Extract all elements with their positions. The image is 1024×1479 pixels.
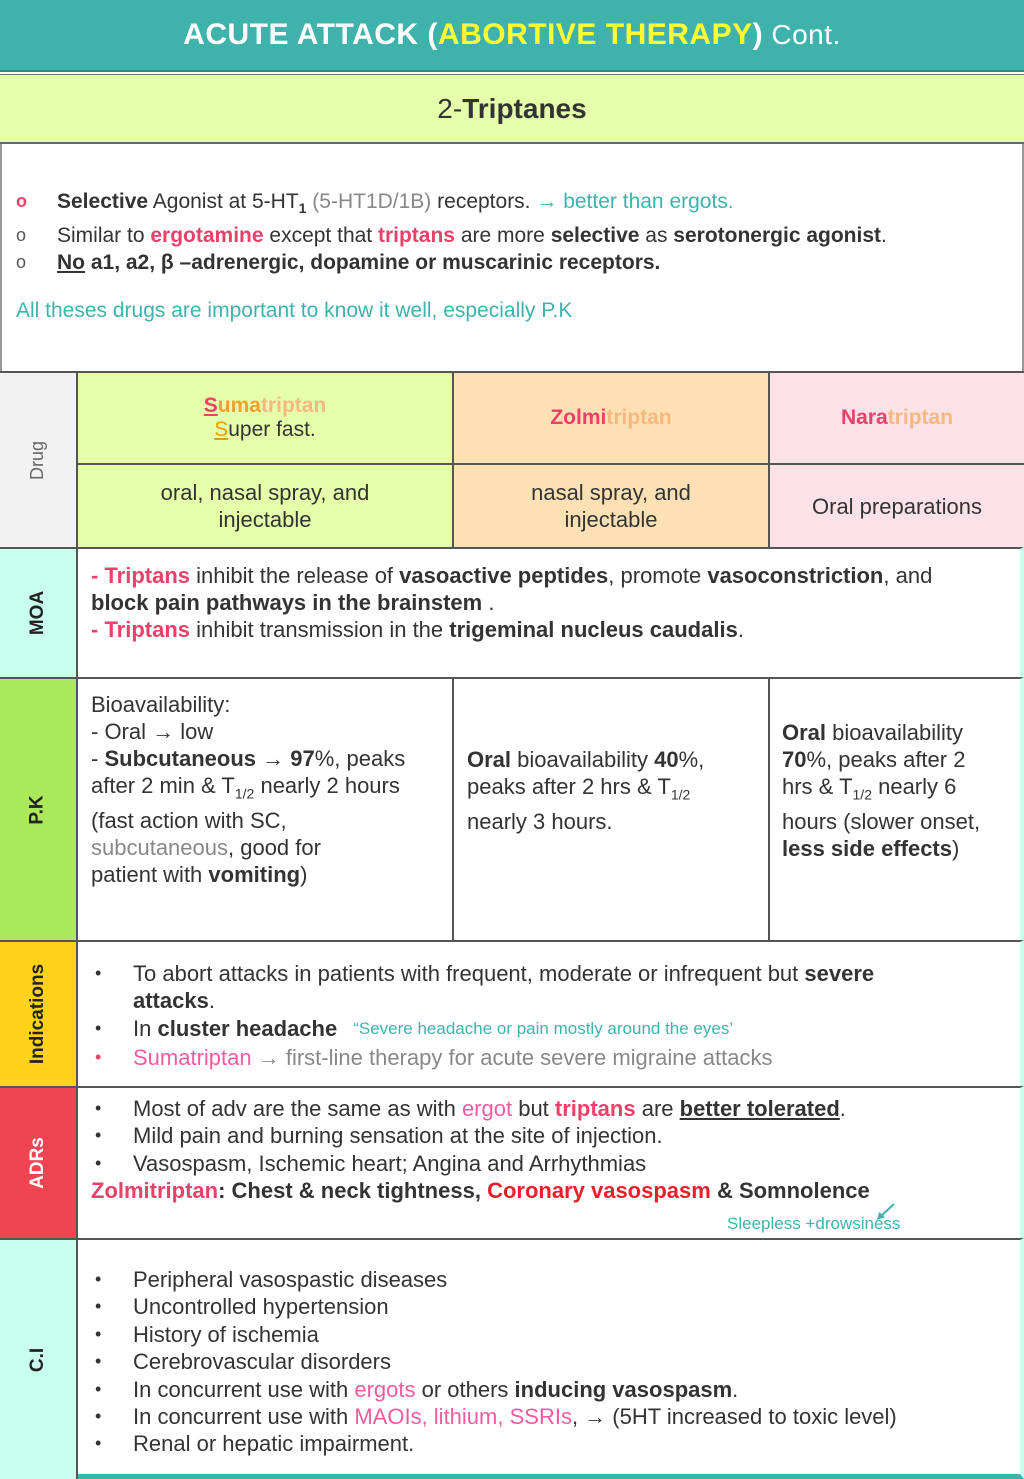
text: peaks after 2 hrs & T — [467, 774, 671, 799]
text: Selective — [57, 190, 149, 213]
text: 40 — [654, 747, 679, 772]
list — [91, 1266, 1010, 1458]
adrs-list — [78, 1086, 1024, 1238]
suma-name — [204, 394, 327, 418]
text — [91, 772, 442, 807]
text: : Chest & neck tightness, — [218, 1178, 488, 1204]
text: nearly 2 hours — [254, 773, 400, 798]
list — [91, 1095, 1010, 1177]
list-item — [91, 1321, 1010, 1348]
bullet-icon: o — [16, 225, 27, 246]
intro-item — [16, 249, 1016, 276]
adr-note: Sleepless +drowsiness — [727, 1214, 901, 1233]
text: No — [57, 251, 85, 275]
text: patient with — [91, 862, 209, 888]
text: vasoconstriction — [707, 563, 884, 588]
label-pk — [0, 677, 78, 940]
text: - — [91, 617, 105, 642]
text: 1/2 — [670, 786, 691, 803]
text: as — [639, 224, 674, 248]
label-text: MOA — [26, 590, 48, 636]
route-suma: oral, nasal spray, and injectable — [78, 463, 454, 547]
bullet-icon: • — [95, 1296, 102, 1317]
zolmi-adr — [91, 1177, 1010, 1204]
text: Oral — [467, 747, 512, 772]
title-part: ACUTE ATTACK ( — [183, 18, 438, 51]
zolmi-name — [550, 406, 671, 430]
text: ergots — [354, 1376, 416, 1402]
text: (fast action with SC, — [91, 808, 287, 834]
text: triptan — [606, 406, 672, 429]
text: bioavailability — [826, 720, 963, 745]
text: cluster headache — [157, 1015, 338, 1041]
text: ) — [951, 836, 960, 862]
text: - Oral → low — [91, 719, 214, 744]
text: trigeminal nucleus caudalis — [449, 617, 738, 642]
text: after 2 min & T — [91, 773, 235, 798]
text: receptors. — [431, 190, 531, 213]
label-drug — [0, 371, 78, 547]
list-item — [91, 1015, 1010, 1044]
list-item — [91, 960, 1010, 1015]
text: hours (slower onset, — [782, 809, 981, 835]
text: %, peaks after 2 — [806, 747, 966, 772]
text: Bioavailability: — [91, 692, 231, 717]
text: serotonergic agonist — [673, 224, 881, 248]
list-item — [91, 1403, 1010, 1430]
text: Renal or hepatic impairment. — [133, 1431, 415, 1457]
bullet-icon: • — [95, 1152, 102, 1173]
text: ergotamine — [150, 224, 264, 248]
route-nara: Oral preparations — [770, 463, 1024, 547]
text: Zolmi — [550, 406, 607, 429]
text: - — [91, 746, 105, 771]
list-item — [91, 1122, 1010, 1149]
text — [467, 746, 760, 773]
text: selective — [550, 224, 640, 248]
suma-tag — [214, 418, 316, 442]
text: vasoactive peptides — [399, 563, 609, 588]
label-moa — [0, 547, 78, 677]
text — [782, 746, 1016, 773]
list-item — [91, 1150, 1010, 1177]
indications-list — [78, 940, 1024, 1086]
text: → first-line therapy for acute severe migraine attacks — [251, 1045, 773, 1071]
text — [467, 773, 760, 808]
text: Mild pain and burning sensation at the site of injection. — [133, 1123, 663, 1149]
text: Peripheral vasospastic diseases — [133, 1267, 448, 1292]
moa-line — [91, 562, 1010, 589]
text: Nara — [840, 406, 888, 429]
text: nearly 6 — [871, 774, 957, 799]
text: MAOIs, lithium, SSRIs — [354, 1404, 572, 1430]
pk-nara — [770, 677, 1024, 940]
moa-line — [91, 616, 1010, 643]
intro-section — [0, 144, 1024, 372]
text: . — [482, 590, 495, 615]
text: → better than ergots. — [530, 190, 734, 213]
text: History of ischemia — [133, 1321, 319, 1347]
text: . — [208, 988, 215, 1014]
section-subtitle — [0, 74, 1024, 144]
text: , promote — [608, 563, 708, 588]
text: 1/2 — [234, 785, 255, 802]
text — [91, 834, 442, 861]
text: Similar to — [57, 224, 151, 248]
drug-name-nara — [770, 371, 1024, 463]
title-text — [183, 18, 841, 52]
text — [91, 861, 442, 888]
text: inhibit the release of — [190, 563, 400, 588]
subtitle-name: Triptanes — [462, 92, 587, 124]
list-item — [91, 1430, 1010, 1457]
bullet-icon: • — [95, 963, 102, 983]
intro-item — [16, 188, 1016, 222]
text: subcutaneous — [91, 835, 228, 861]
bullet-icon: • — [95, 1323, 102, 1344]
text: but — [512, 1096, 555, 1121]
ci-list — [78, 1238, 1024, 1479]
text: 1/2 — [852, 786, 872, 803]
text: S — [214, 418, 229, 441]
bullet-icon: • — [95, 1017, 102, 1038]
text: Zolmitriptan — [91, 1178, 219, 1204]
text: hrs & T — [782, 774, 853, 799]
text: triptan — [260, 394, 327, 417]
text: a1, a2, β –adrenergic, dopamine or muscarinic receptors. — [85, 251, 661, 275]
text: are — [635, 1096, 680, 1121]
list — [91, 960, 1010, 1072]
text: In concurrent use with — [133, 1376, 355, 1402]
moa-line — [91, 589, 1010, 616]
bullet-icon: • — [95, 1125, 102, 1146]
nara-name — [841, 406, 953, 430]
subtitle-number: 2- — [437, 92, 463, 124]
text: block pain pathways in the brainstem — [91, 590, 483, 615]
text: less side effects — [782, 836, 952, 862]
text: - — [91, 563, 105, 588]
text: except that — [263, 224, 378, 248]
text: better tolerated — [679, 1096, 840, 1121]
text: Sumatriptan — [133, 1045, 252, 1071]
text: uma — [217, 394, 261, 417]
text: , and — [883, 563, 933, 588]
pk-zolmi — [454, 677, 770, 940]
text: triptans — [554, 1096, 636, 1121]
list-item — [91, 1044, 1010, 1071]
title-part: ) — [752, 18, 764, 51]
text: ) — [300, 862, 308, 888]
pk-suma — [78, 677, 454, 940]
text: %, peaks — [314, 746, 406, 771]
list-item — [91, 1095, 1010, 1122]
bullet-icon: o — [16, 191, 27, 211]
text: Vasospasm, Ischemic heart; Angina and Arrhythmias — [133, 1150, 647, 1176]
text: %, — [678, 747, 705, 772]
text: . — [881, 224, 887, 248]
bullet-icon: • — [95, 1406, 102, 1427]
text: In concurrent use with — [133, 1404, 355, 1430]
moa-text — [78, 547, 1024, 677]
bullet-icon: • — [95, 1378, 102, 1399]
text: → — [256, 746, 291, 771]
bullet-icon: • — [95, 1047, 102, 1068]
text — [782, 773, 1016, 808]
text — [782, 719, 1016, 746]
intro-item — [16, 222, 1016, 249]
list-item — [91, 1348, 1010, 1375]
bullet-icon: • — [95, 1433, 102, 1454]
text: , → (5HT increased to toxic level) — [571, 1404, 897, 1430]
text: . — [737, 617, 744, 642]
intro-list — [16, 188, 1016, 276]
text: 97 — [290, 746, 315, 771]
title-highlight: ABORTIVE THERAPY — [437, 18, 753, 51]
list-item — [91, 1293, 1010, 1320]
text: Coronary vasospasm — [487, 1178, 711, 1204]
list-item — [91, 1266, 1010, 1293]
list-item — [91, 1376, 1010, 1403]
bullet-icon: • — [95, 1098, 102, 1118]
text: (5-HT1D/1B) — [306, 190, 432, 213]
text: Triptans — [104, 617, 191, 642]
label-text: Indications — [27, 963, 49, 1065]
text: inducing vasospasm — [514, 1376, 733, 1402]
text: Subcutaneous — [104, 746, 257, 771]
text: . — [732, 1376, 739, 1402]
bullet-icon: • — [95, 1269, 102, 1289]
text — [91, 745, 442, 772]
text: In — [133, 1015, 158, 1041]
text — [782, 835, 1016, 862]
intro-note: All theses drugs are important to know it well, especially P.K — [16, 299, 573, 322]
text: or others — [415, 1376, 515, 1402]
drug-name-zolmi — [454, 371, 770, 463]
text: attacks — [133, 988, 209, 1014]
text: S — [203, 394, 218, 417]
text: Uncontrolled hypertension — [133, 1294, 389, 1320]
text: inhibit transmission in the — [190, 617, 450, 642]
text: 70 — [782, 747, 807, 772]
text: Most of adv are the same as with — [133, 1096, 462, 1121]
text: uper fast. — [228, 418, 316, 441]
text: “Severe headache or pain mostly around the eyes’ — [353, 1018, 734, 1038]
text: severe — [804, 961, 875, 986]
label-indications — [0, 940, 78, 1086]
text: are more — [454, 224, 551, 248]
text: , good for — [228, 835, 321, 861]
text: Cerebrovascular disorders — [133, 1349, 391, 1375]
label-adrs — [0, 1086, 78, 1238]
text: triptans — [377, 224, 455, 248]
drug-name-suma — [78, 371, 454, 463]
route-zolmi: nasal spray, and injectable — [454, 463, 770, 547]
label-text: C.I — [27, 1347, 48, 1372]
page-title — [0, 0, 1024, 72]
title-cont: Cont. — [763, 19, 841, 50]
text: Triptans — [104, 563, 191, 588]
text: triptan — [887, 406, 954, 429]
text: Agonist at 5-HT — [148, 190, 299, 213]
text: 1 — [298, 200, 307, 217]
text: bioavailability — [511, 747, 655, 772]
bullet-icon: o — [16, 252, 27, 273]
label-text: ADRs — [26, 1137, 48, 1189]
text: . — [839, 1096, 846, 1121]
label-ci — [0, 1238, 78, 1479]
text: & Somnolence — [710, 1178, 870, 1204]
label-text: Drug — [27, 440, 48, 480]
text: Oral — [782, 720, 827, 745]
text: vomiting — [208, 862, 301, 888]
bullet-icon: • — [95, 1351, 102, 1372]
text: ergot — [461, 1096, 513, 1121]
label-text: P.K — [26, 794, 48, 825]
text: nearly 3 hours. — [467, 809, 613, 835]
text: To abort attacks in patients with frequent, moderate or infrequent but — [133, 961, 805, 986]
